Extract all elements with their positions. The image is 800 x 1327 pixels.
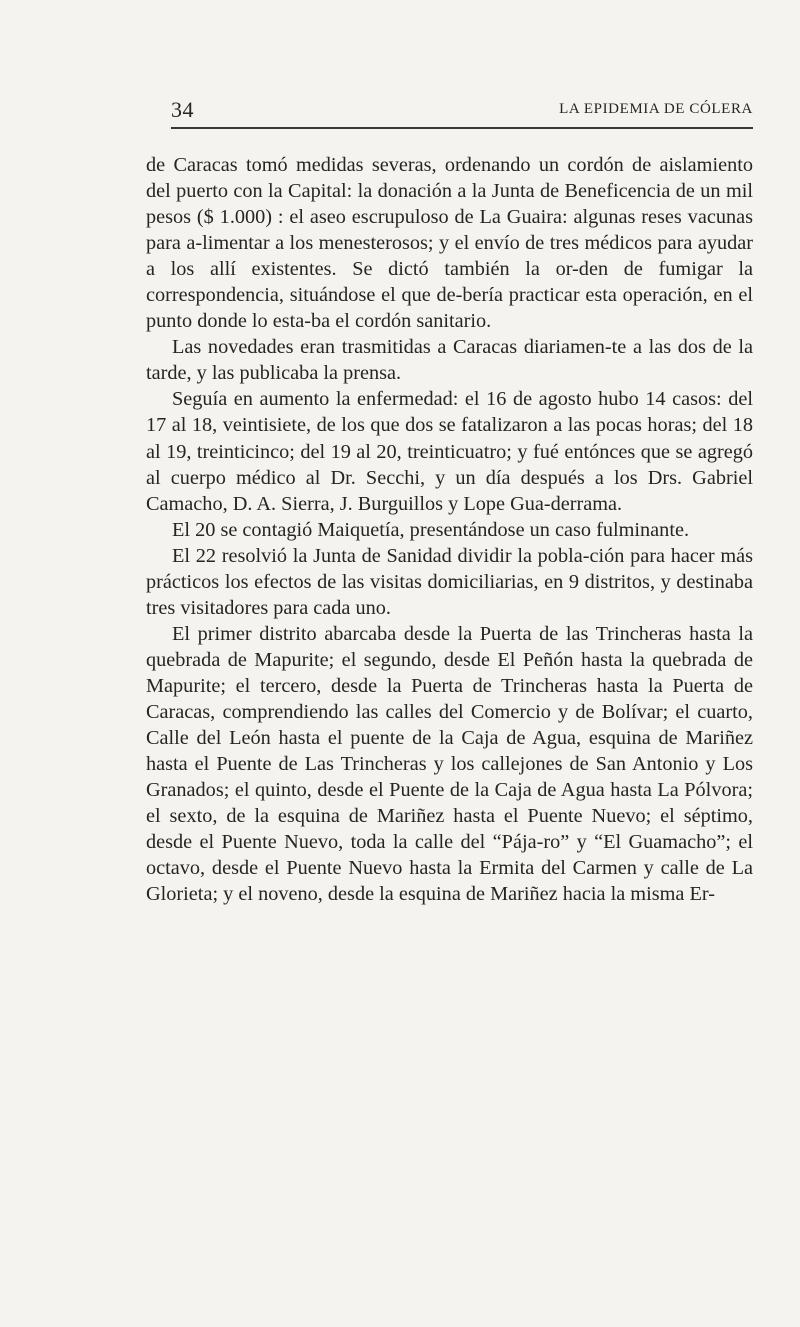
header-rule (171, 127, 753, 129)
page-header (171, 97, 753, 123)
page-number: 34 (171, 97, 194, 122)
paragraph: Las novedades eran trasmitidas a Caracas diariamen-te a las dos de la tarde, y las publicaba la prensa. (146, 336, 753, 385)
paragraph: El 22 resolvió la Junta de Sanidad dividir la pobla-ción para hacer más prácticos los efectos de las visitas domiciliarias, en 9 distritos, y destinaba tres visitadores para cada uno. (146, 544, 753, 619)
body-text (146, 152, 753, 907)
running-title: LA EPIDEMIA DE CÓLERA (559, 101, 753, 117)
paragraph: El 20 se contagió Maiquetía, presentándose un caso fulminante. (172, 518, 690, 541)
paragraph-continuation: de Caracas tomó medidas severas, ordenando un cordón de aislamiento del puerto con la Capital: la donación a la Junta de Beneficencia de un mil pesos ($ 1.000) : el aseo escrupuloso de La Guaira: algunas reses vacunas para a-limentar a los menesterosos; y el envío de tres médicos para ayudar a los allí existentes. Se dictó también la or-den de fumigar la correspondencia, situándose el que de-bería practicar esta operación, en el punto donde lo esta-ba el cordón sanitario. (146, 154, 753, 333)
paragraph: Seguía en aumento la enfermedad: el 16 de agosto hubo 14 casos: del 17 al 18, veintisiete, de los que dos se fatalizaron a las pocas horas; del 18 al 19, treinticinco; del 19 al 20, treinticuatro; y fué entónces que se agregó al cuerpo médico al Dr. Secchi, y un día después a los Drs. Gabriel Camacho, D. A. Sierra, J. Burguillos y Lope Gua-derrama. (146, 388, 753, 515)
paragraph: El primer distrito abarcaba desde la Puerta de las Trincheras hasta la quebrada de Mapurite; el segundo, desde El Peñón hasta la quebrada de Mapurite; el tercero, desde la Puerta de Trincheras hasta la Puerta de Caracas, comprendiendo las calles del Comercio y de Bolívar; el cuarto, Calle del León hasta el puente de la Caja de Agua, esquina de Mariñez hasta el Puente de Las Trincheras y los callejones de San Antonio y Los Granados; el quinto, desde el Puente de la Caja de Agua hasta La Pólvora; el sexto, de la esquina de Mariñez hasta el Puente Nuevo; el séptimo, desde el Puente Nuevo, toda la calle del “Pája-ro” y “El Guamacho”; el octavo, desde el Puente Nuevo hasta la Ermita del Carmen y calle de La Glorieta; y el noveno, desde la esquina de Mariñez hacia la misma Er- (146, 622, 753, 906)
